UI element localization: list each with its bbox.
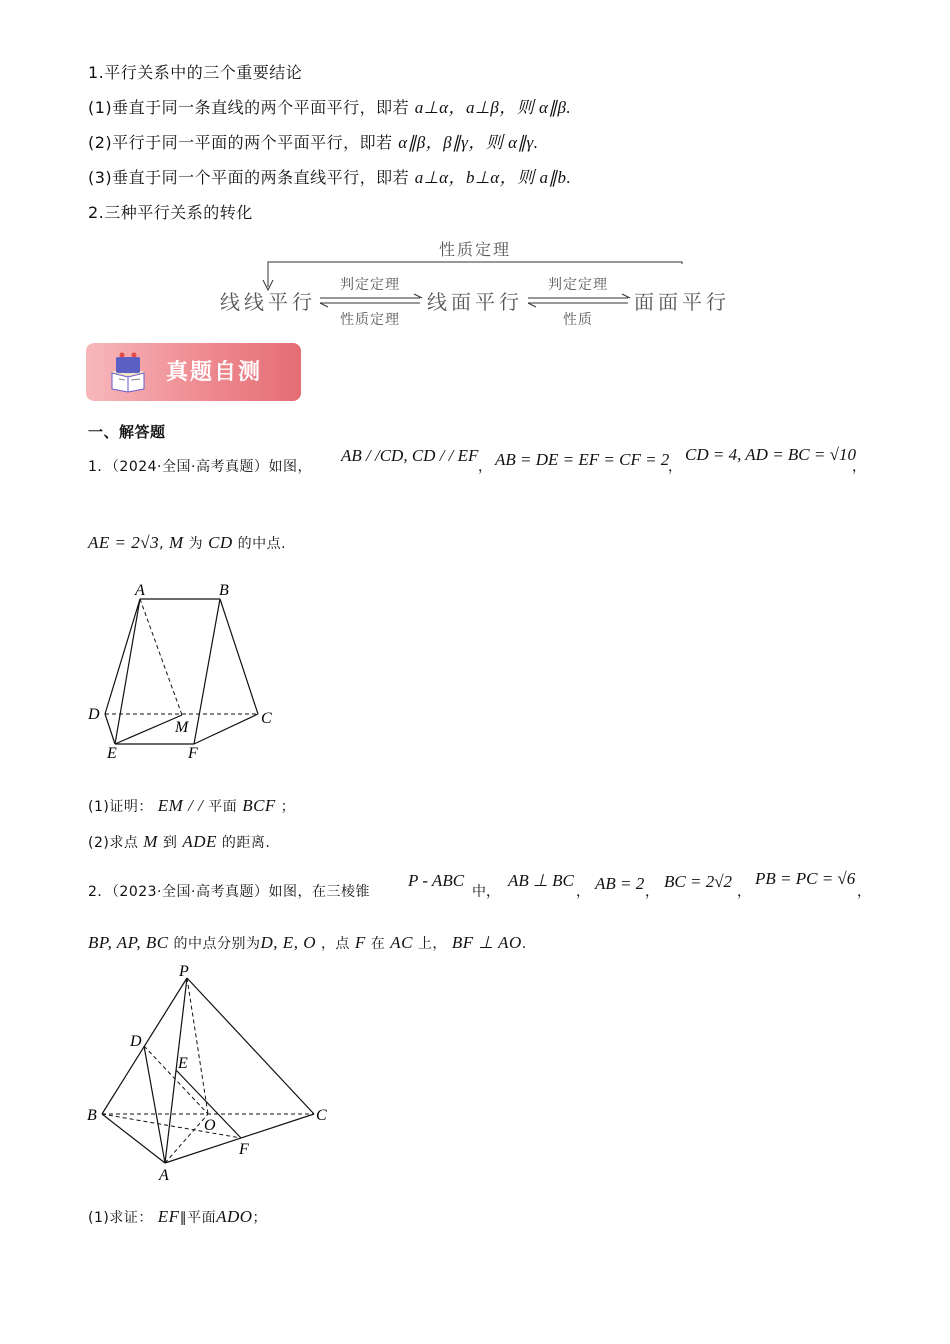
q1-sub1-math: EM / / <box>157 796 204 815</box>
conclusion-1-math: a⊥α，a⊥β，则 α∥β. <box>414 98 572 117</box>
conclusion-1-text: (1)垂直于同一条直线的两个平面平行，即若 <box>88 98 410 117</box>
q2-sub1-text: ∥平面 <box>179 1210 217 1226</box>
q1-sub2-text: 到 <box>162 835 178 851</box>
q1-sub2-end: 的距离. <box>221 835 271 851</box>
q1-label-d: D <box>88 706 100 723</box>
q1-wei: 为 <box>188 536 204 552</box>
top-label: 性质定理 <box>438 240 512 259</box>
q2-label-p: P <box>179 963 189 980</box>
q1-sub1-prefix: (1)证明： <box>88 799 153 815</box>
q1-cond3: CD = 4, AD = BC = √10 <box>685 445 856 464</box>
q1-label-c: C <box>261 710 272 727</box>
q1-line1 <box>88 456 312 478</box>
transform-diagram <box>210 232 750 332</box>
conclusion-2 <box>88 132 538 154</box>
q1-number: 1． <box>88 459 112 475</box>
q1-sub2-math: M <box>143 832 158 851</box>
q1-sub1-math2: BCF <box>242 796 276 815</box>
arrow1-bottom-label: 性质定理 <box>340 312 400 328</box>
q2-pyramid: P - ABC <box>408 871 465 890</box>
q2-label-e: E <box>178 1055 188 1072</box>
q2-source: （2023·全国·高考真题）如图，在三棱锥 <box>111 884 370 900</box>
conclusion-3 <box>88 167 571 189</box>
q2-label-o: O <box>204 1117 216 1134</box>
q2-on-end: 上， <box>417 936 447 952</box>
q2-comma2: ， <box>645 884 659 900</box>
q1-cd: CD <box>208 533 233 552</box>
q2-label-c: C <box>316 1107 327 1124</box>
q2-sub1-end: ； <box>252 1210 268 1226</box>
q1-source: （2024·全国·高考真题）如图， <box>111 459 312 475</box>
q1-midpoint: 的中点. <box>237 536 287 552</box>
q1-sub1-text: 平面 <box>208 799 238 815</box>
q2-bp-ap-bc: BP, AP, BC <box>88 933 169 952</box>
q2-label-b: B <box>87 1107 97 1124</box>
q2-point-text: ，点 <box>320 936 350 952</box>
q2-cond4: PB = PC = √6 <box>755 869 856 888</box>
q2-line1 <box>88 881 370 903</box>
top-feedback-line <box>268 262 682 287</box>
node-plane-plane: 面面平行 <box>634 290 730 314</box>
q2-sub1-math2: ADO <box>216 1207 253 1226</box>
q2-label-d: D <box>130 1033 142 1050</box>
q2-label-f: F <box>239 1141 249 1158</box>
heading-transform: 2.三种平行关系的转化 <box>88 203 253 222</box>
node-line-plane: 线面平行 <box>427 290 523 314</box>
conclusion-3-math: a⊥α，b⊥α，则 a∥b. <box>414 168 572 187</box>
node-line-line: 线线平行 <box>220 290 316 314</box>
section-banner <box>86 343 301 401</box>
q1-cond1: AB / /CD, CD / / EF <box>341 446 479 465</box>
conclusion-2-text: (2)平行于同一平面的两个平面平行，即若 <box>88 133 393 152</box>
q2-cond2: AB = 2 <box>595 874 645 893</box>
q1-label-m: M <box>175 719 189 736</box>
q2-comma3: ， <box>737 884 751 900</box>
arrow2-bottom-label: 性质 <box>563 312 593 328</box>
q1-comma3: ， <box>852 459 866 475</box>
q2-zhong: 中， <box>472 884 500 900</box>
book-icon <box>108 351 148 393</box>
banner-title: 真题自测 <box>166 360 263 385</box>
q1-ae: AE = 2√3 <box>88 533 160 552</box>
q1-label-f: F <box>188 745 198 762</box>
q2-comma4: ， <box>857 884 871 900</box>
q2-figure <box>82 960 342 1185</box>
q2-cond1: AB ⊥ BC <box>508 871 574 890</box>
q2-cond3: BC = 2√2 <box>664 872 733 891</box>
q2-label-a: A <box>159 1167 169 1184</box>
q1-sub2 <box>88 831 270 854</box>
q1-figure <box>82 578 282 763</box>
conclusion-2-math: α∥β，β∥γ，则 α∥γ. <box>398 133 539 152</box>
q2-line2 <box>88 932 527 955</box>
q1-sub2-prefix: (2)求点 <box>88 835 139 851</box>
arrow2-top-label: 判定定理 <box>548 277 608 293</box>
q2-bf-ao: BF ⊥ AO <box>451 933 522 952</box>
heading-conclusions: 1.平行关系中的三个重要结论 <box>88 63 303 82</box>
q1-comma2: ， <box>668 459 682 475</box>
conclusion-1 <box>88 97 571 119</box>
q2-f: F <box>354 933 366 952</box>
section-heading: 一、解答题 <box>88 423 166 441</box>
q1-label-b: B <box>219 582 229 599</box>
q1-comma1: ， <box>478 459 492 475</box>
q1-sub1 <box>88 795 295 818</box>
q2-number: 2． <box>88 884 112 900</box>
q1-label-a: A <box>135 582 145 599</box>
q2-ac: AC <box>390 933 413 952</box>
q1-m: M <box>168 533 184 552</box>
q2-deo: D, E, O <box>260 933 316 952</box>
q2-sub1-prefix: (1)求证： <box>88 1210 153 1226</box>
q1-line2: AE = 2√3, M 为 CD 的中点. <box>88 533 287 552</box>
q1-cond2: AB = DE = EF = CF = 2 <box>495 450 670 469</box>
q1-sub2-math2: ADE <box>182 832 217 851</box>
q1-sub1-end: ； <box>280 799 296 815</box>
q2-on-text: 在 <box>370 936 386 952</box>
q1-label-e: E <box>107 745 117 762</box>
q2-sub1 <box>88 1206 267 1229</box>
q2-sub1-math: EF <box>157 1207 180 1226</box>
conclusion-3-text: (3)垂直于同一个平面的两条直线平行，即若 <box>88 168 410 187</box>
q2-line2-end: . <box>521 936 527 952</box>
q2-midpoints-text: 的中点分别为 <box>173 936 261 952</box>
arrow1-top-label: 判定定理 <box>340 277 400 293</box>
q2-comma1: ， <box>576 884 590 900</box>
